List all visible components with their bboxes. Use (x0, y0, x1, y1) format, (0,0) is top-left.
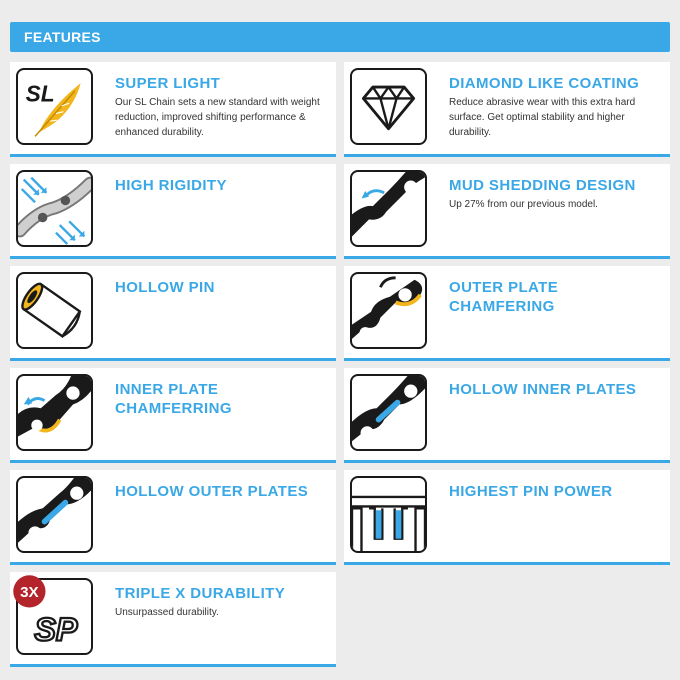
feature-title: TRIPLE X DURABILITY (115, 585, 286, 602)
svg-text:SP: SP (34, 611, 78, 648)
feature-card-triple-x (10, 572, 336, 667)
feature-card-super-light (10, 62, 336, 157)
feature-title: HIGHEST PIN POWER (449, 483, 613, 500)
svg-text:SL: SL (25, 80, 55, 107)
feature-card-hollow-pin (10, 266, 336, 361)
feature-card-diamond-coating (344, 62, 670, 157)
hollow-pin-icon (16, 272, 93, 349)
feature-title: INNER PLATE CHAMFERRING (115, 381, 232, 417)
pin-power-icon (350, 476, 427, 553)
feature-card-mud-shedding (344, 164, 670, 259)
feature-title: HOLLOW OUTER PLATES (115, 483, 309, 500)
sl-feather-icon (16, 68, 93, 145)
feature-title: HIGH RIGIDITY (115, 177, 227, 194)
feature-card-hollow-inner-plates (344, 368, 670, 463)
feature-card-high-rigidity (10, 164, 336, 259)
feature-title: HOLLOW INNER PLATES (449, 381, 637, 398)
feature-title: MUD SHEDDING DESIGN (449, 177, 636, 194)
feature-title: SUPER LIGHT (115, 75, 221, 92)
feature-description: Reduce abrasive wear with this extra hard surface. Get optimal stability and higher durability. (449, 97, 636, 138)
feature-title: DIAMOND LIKE COATING (449, 75, 640, 92)
triple-x-icon (16, 578, 93, 655)
feature-description: Unsurpassed durability. (115, 607, 219, 618)
feature-card-hollow-outer-plates (10, 470, 336, 565)
rigidity-chain-icon (16, 170, 93, 247)
outer-plate-chamfer-icon (350, 272, 427, 349)
features-header: FEATURES (10, 22, 670, 52)
feature-card-highest-pin-power (344, 470, 670, 565)
feature-description: Up 27% from our previous model. (449, 199, 598, 210)
hollow-inner-plates-icon (350, 374, 427, 451)
hollow-outer-plates-icon (16, 476, 93, 553)
feature-title: OUTER PLATE CHAMFERING (449, 279, 559, 315)
feature-description: Our SL Chain sets a new standard with weight reduction, improved shifting performance & enhanced durability. (115, 97, 320, 138)
inner-plate-chamfer-icon (16, 374, 93, 451)
feature-title: HOLLOW PIN (115, 279, 215, 296)
diamond-icon (350, 68, 427, 145)
mud-shedding-icon (350, 170, 427, 247)
feature-card-outer-plate-chamfering (344, 266, 670, 361)
feature-card-inner-plate-chamferring (10, 368, 336, 463)
svg-text:3X: 3X (20, 584, 39, 602)
